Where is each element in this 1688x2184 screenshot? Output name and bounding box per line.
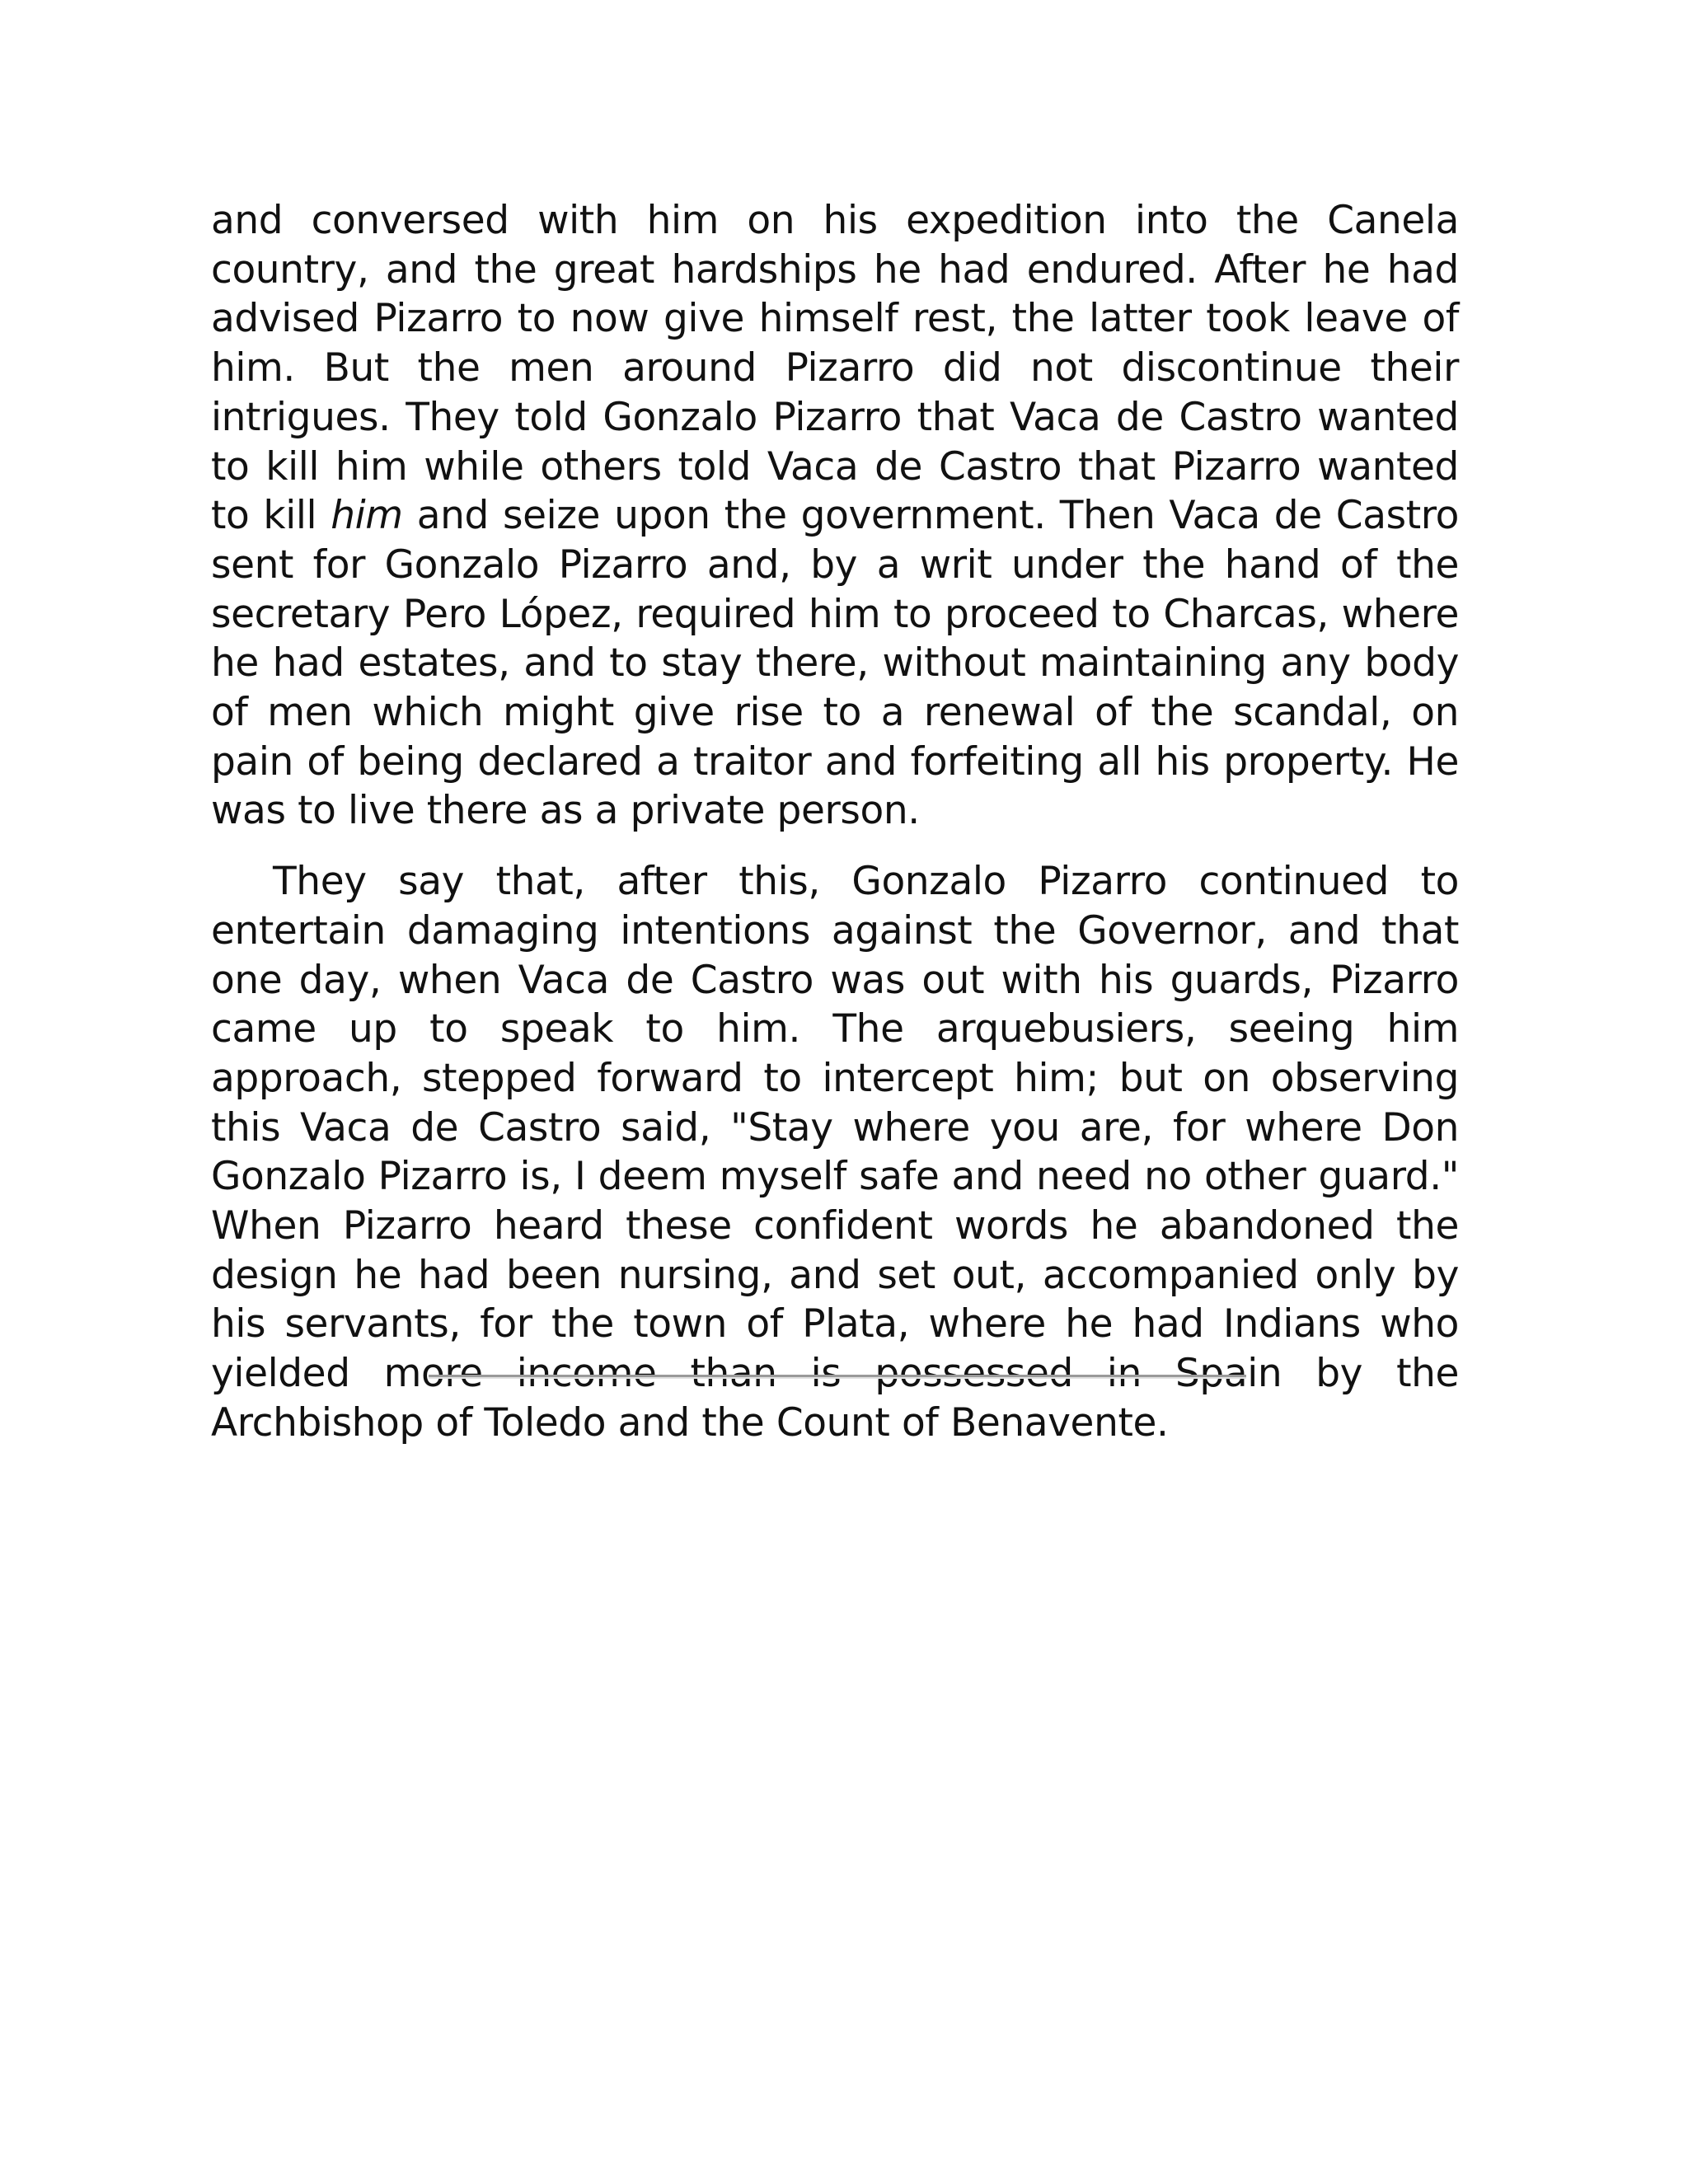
paragraph-2: They say that, after this, Gonzalo Pizarro continued to entertain damaging intentions against the Governor, and that one day, when Vaca de Castro was out with his guards, Pizarro came up to speak to him. The arquebusiers, seeing him approach, stepped forward to intercept him; but on observing this Vaca de Castro said, "Stay where you are, for where Don Gonzalo Pizarro is, I deem myself safe and need no other guard." When Pizarro heard these confident words he abandoned the design he had been nursing, and set out, accompanied only by his servants, for the town of Plata, where he had Indians who yielded more income than is possessed in Spain by the Archbishop of Toledo and the Count of Benavente. [211,859,1459,1446]
paragraph-1-text-start: and conversed with him on his expedition into the Canela country, and the great hardships he had endured. After he had advised Pizarro to now give himself rest, the latter took leave of him. But the men around Pizarro did not discontinue their intrigues. They told Gonzalo Pizarro that Vaca de Castro wanted to kill him while others told Vaca de Castro that Pizarro wanted to kill [211,198,1459,539]
paragraph-1 [211,196,1459,836]
paragraph-1-text-end: and seize upon the government. Then Vaca de Castro sent for Gonzalo Pizarro and, by a writ under the hand of the secretary Pero López, required him to proceed to Charcas, where he had estates, and to stay there, without maintaining any body of men which might give rise to a renewal of the scandal, on pain of being declared a traitor and forfeiting all his property. He was to live there as a private person. [211,493,1459,834]
body-text [211,196,1459,1448]
emphasized-word: him [331,493,403,539]
section-divider [429,1375,1246,1379]
